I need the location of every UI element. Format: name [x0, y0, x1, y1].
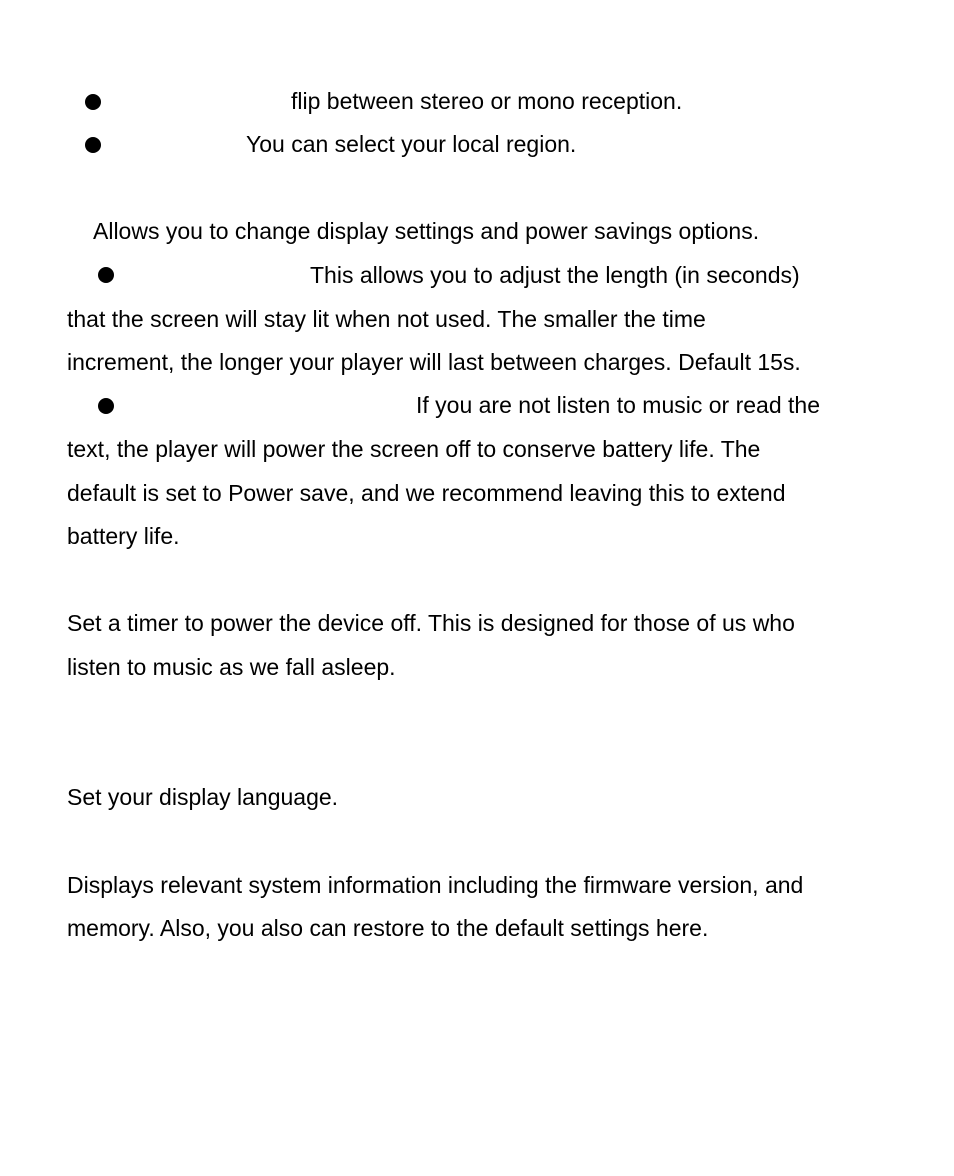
bullet-icon	[98, 267, 114, 283]
region-description: You can select your local region.	[246, 131, 577, 157]
power-save-description-line: default is set to Power save, and we recommend leaving this to extend	[67, 480, 786, 506]
power-save-description-line: text, the player will power the screen off to conserve battery life. The	[67, 436, 761, 462]
sleep-timer-description-line: Set a timer to power the device off. This is designed for those of us who	[67, 610, 795, 636]
bullet-icon	[85, 94, 101, 110]
power-save-description-line: If you are not listen to music or read the	[416, 392, 820, 418]
backlight-description-line: increment, the longer your player will last between charges. Default 15s.	[67, 349, 801, 375]
stereo-mono-description: flip between stereo or mono reception.	[291, 88, 683, 114]
backlight-description-line: This allows you to adjust the length (in seconds)	[310, 262, 800, 288]
power-save-description-line: battery life.	[67, 523, 180, 549]
language-description: Set your display language.	[67, 784, 339, 810]
display-intro-text: Allows you to change display settings and power savings options.	[93, 218, 760, 244]
system-info-description-line: Displays relevant system information including the firmware version, and	[67, 872, 804, 898]
system-info-description-line: memory. Also, you also can restore to the default settings here.	[67, 915, 709, 941]
backlight-description-line: that the screen will stay lit when not used. The smaller the time	[67, 306, 706, 332]
bullet-icon	[98, 398, 114, 414]
sleep-timer-description-line: listen to music as we fall asleep.	[67, 654, 396, 680]
bullet-icon	[85, 137, 101, 153]
